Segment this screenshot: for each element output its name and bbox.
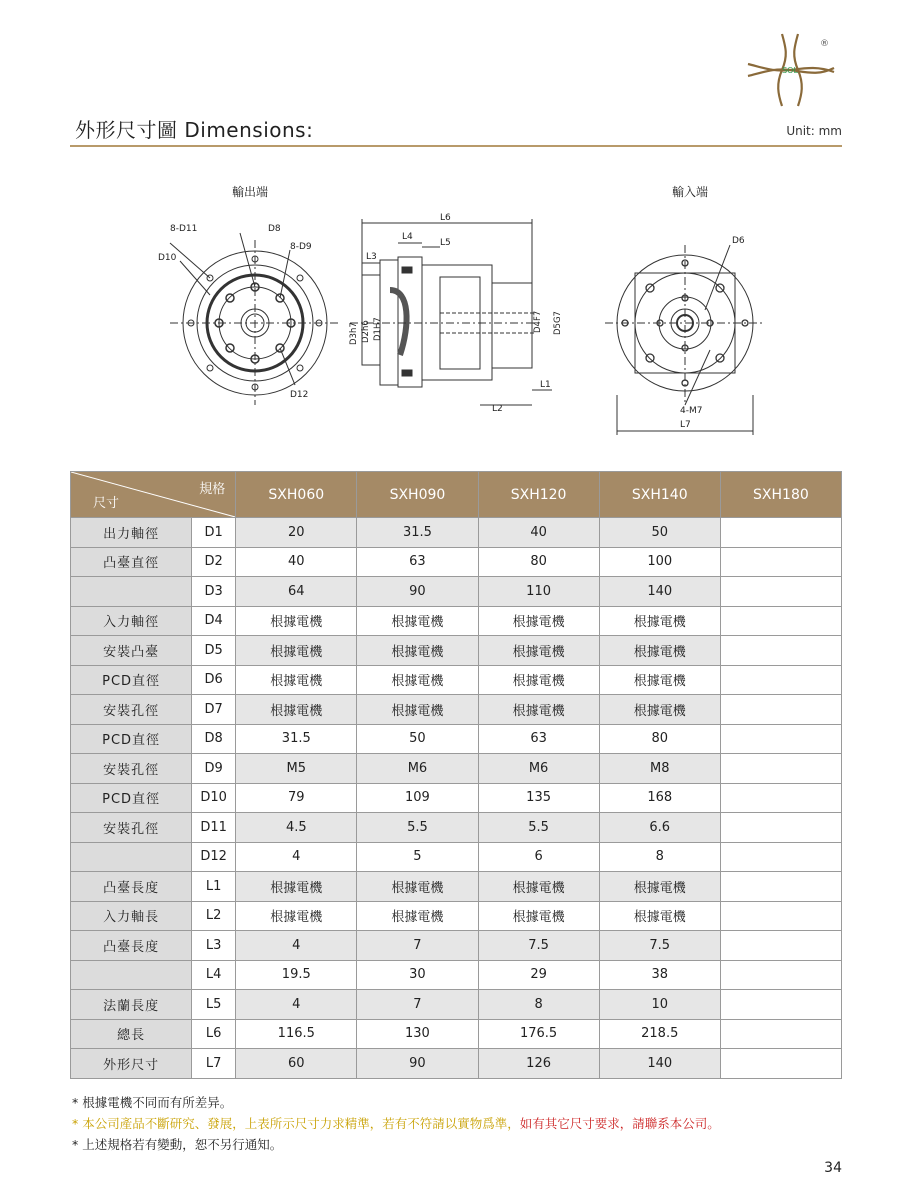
value-cell: 根據電機 xyxy=(599,872,720,902)
footnotes xyxy=(72,1092,720,1155)
value-cell xyxy=(720,901,841,931)
row-code-cell: D5 xyxy=(192,636,236,666)
value-cell xyxy=(720,518,841,548)
value-cell xyxy=(720,960,841,990)
model-header: SXH120 xyxy=(478,472,599,518)
row-name-cell: 凸臺長度 xyxy=(71,931,192,961)
page-number: 34 xyxy=(824,1160,842,1176)
value-cell xyxy=(720,754,841,784)
value-cell: 5.5 xyxy=(478,813,599,843)
table-row xyxy=(71,665,842,695)
value-cell xyxy=(720,547,841,577)
input-end-view xyxy=(605,236,765,435)
svg-text:L5: L5 xyxy=(440,238,451,248)
table-row xyxy=(71,960,842,990)
value-cell: M6 xyxy=(357,754,478,784)
table-row xyxy=(71,1049,842,1079)
svg-text:D12: D12 xyxy=(290,390,309,400)
svg-text:D4F7: D4F7 xyxy=(533,310,543,333)
value-cell: 126 xyxy=(478,1049,599,1079)
value-cell: 40 xyxy=(236,547,357,577)
model-header: SXH180 xyxy=(720,472,841,518)
table-body xyxy=(71,518,842,1079)
row-code-cell: D6 xyxy=(192,665,236,695)
value-cell: 根據電機 xyxy=(599,606,720,636)
value-cell: 60 xyxy=(236,1049,357,1079)
value-cell xyxy=(720,813,841,843)
row-code-cell: D3 xyxy=(192,577,236,607)
value-cell xyxy=(720,606,841,636)
value-cell: 31.5 xyxy=(236,724,357,754)
row-code-cell: D9 xyxy=(192,754,236,784)
row-code-cell: D4 xyxy=(192,606,236,636)
value-cell: 根據電機 xyxy=(357,636,478,666)
table-row xyxy=(71,990,842,1020)
svg-text:L6: L6 xyxy=(440,213,451,223)
value-cell: 80 xyxy=(599,724,720,754)
row-code-cell: L4 xyxy=(192,960,236,990)
row-name-cell: 安裝凸臺 xyxy=(71,636,192,666)
value-cell: 100 xyxy=(599,547,720,577)
row-name-cell: 入力軸徑 xyxy=(71,606,192,636)
svg-text:L3: L3 xyxy=(366,252,377,262)
row-code-cell: L6 xyxy=(192,1019,236,1049)
value-cell: 根據電機 xyxy=(478,695,599,725)
table-row xyxy=(71,872,842,902)
value-cell: 根據電機 xyxy=(599,665,720,695)
svg-text:D1H7: D1H7 xyxy=(373,317,383,341)
value-cell: 根據電機 xyxy=(236,636,357,666)
value-cell: M8 xyxy=(599,754,720,784)
value-cell: 根據電機 xyxy=(478,606,599,636)
row-code-cell: D8 xyxy=(192,724,236,754)
value-cell: M5 xyxy=(236,754,357,784)
table-row xyxy=(71,695,842,725)
value-cell xyxy=(720,842,841,872)
value-cell: 31.5 xyxy=(357,518,478,548)
value-cell: 7 xyxy=(357,990,478,1020)
value-cell: 根據電機 xyxy=(357,695,478,725)
unit-label: Unit: mm xyxy=(786,124,842,138)
value-cell xyxy=(720,1019,841,1049)
table-row xyxy=(71,754,842,784)
value-cell: 176.5 xyxy=(478,1019,599,1049)
row-name-cell xyxy=(71,960,192,990)
row-name-cell: 法蘭長度 xyxy=(71,990,192,1020)
svg-text:L1: L1 xyxy=(540,380,551,390)
table-row xyxy=(71,547,842,577)
dimension-drawings xyxy=(140,205,780,440)
row-name-cell: PCD直徑 xyxy=(71,724,192,754)
row-code-cell: D11 xyxy=(192,813,236,843)
value-cell: 50 xyxy=(599,518,720,548)
row-name-cell xyxy=(71,577,192,607)
svg-text:L4: L4 xyxy=(402,232,413,242)
footnote-2-highlight: 如有其它尺寸要求，請聯系本公司。 xyxy=(519,1116,720,1131)
value-cell: 135 xyxy=(478,783,599,813)
row-name-cell: PCD直徑 xyxy=(71,665,192,695)
value-cell: 63 xyxy=(357,547,478,577)
value-cell: 130 xyxy=(357,1019,478,1049)
row-code-cell: D12 xyxy=(192,842,236,872)
registered-mark: ® xyxy=(820,39,829,49)
table-row xyxy=(71,842,842,872)
value-cell: 4 xyxy=(236,931,357,961)
row-name-cell: 外形尺寸 xyxy=(71,1049,192,1079)
corner-dimension-label: 尺寸 xyxy=(93,496,120,511)
value-cell xyxy=(720,695,841,725)
value-cell xyxy=(720,931,841,961)
sol-logo xyxy=(742,30,842,110)
row-name-cell: 安裝孔徑 xyxy=(71,754,192,784)
value-cell: 4 xyxy=(236,842,357,872)
value-cell: 110 xyxy=(478,577,599,607)
value-cell: 根據電機 xyxy=(478,901,599,931)
value-cell xyxy=(720,783,841,813)
model-header: SXH140 xyxy=(599,472,720,518)
table-row xyxy=(71,577,842,607)
svg-text:D10: D10 xyxy=(158,253,177,263)
value-cell: 根據電機 xyxy=(478,636,599,666)
row-name-cell xyxy=(71,842,192,872)
value-cell: 5 xyxy=(357,842,478,872)
value-cell: 109 xyxy=(357,783,478,813)
value-cell: M6 xyxy=(478,754,599,784)
table-header-row xyxy=(71,472,842,518)
svg-text:8-D11: 8-D11 xyxy=(170,224,198,234)
value-cell: 140 xyxy=(599,577,720,607)
model-header: SXH090 xyxy=(357,472,478,518)
side-view xyxy=(349,213,563,414)
row-code-cell: L5 xyxy=(192,990,236,1020)
value-cell: 30 xyxy=(357,960,478,990)
value-cell: 8 xyxy=(478,990,599,1020)
svg-text:D8: D8 xyxy=(268,224,281,234)
row-name-cell: 總長 xyxy=(71,1019,192,1049)
value-cell: 10 xyxy=(599,990,720,1020)
row-code-cell: D10 xyxy=(192,783,236,813)
value-cell: 8 xyxy=(599,842,720,872)
value-cell: 29 xyxy=(478,960,599,990)
value-cell xyxy=(720,724,841,754)
logo-text: SOL xyxy=(782,66,798,75)
footnote-3: * 上述規格若有變動，恕不另行通知。 xyxy=(72,1137,283,1152)
footnote-2 xyxy=(72,1113,720,1134)
svg-text:L2: L2 xyxy=(492,404,503,414)
row-code-cell: L3 xyxy=(192,931,236,961)
value-cell: 4 xyxy=(236,990,357,1020)
value-cell: 根據電機 xyxy=(357,901,478,931)
value-cell xyxy=(720,577,841,607)
row-name-cell: 安裝孔徑 xyxy=(71,695,192,725)
svg-text:L7: L7 xyxy=(680,420,691,430)
table-row xyxy=(71,901,842,931)
row-name-cell: 凸臺直徑 xyxy=(71,547,192,577)
value-cell: 根據電機 xyxy=(236,901,357,931)
value-cell: 79 xyxy=(236,783,357,813)
table-row xyxy=(71,1019,842,1049)
row-name-cell: 安裝孔徑 xyxy=(71,813,192,843)
dimensions-table xyxy=(70,471,842,1079)
table-corner-cell xyxy=(71,472,236,518)
svg-text:D5G7: D5G7 xyxy=(553,311,563,335)
output-end-label: 輸出端 xyxy=(232,185,269,199)
model-header: SXH060 xyxy=(236,472,357,518)
row-name-cell: 出力軸徑 xyxy=(71,518,192,548)
footnote-2-text: * 本公司產品不斷研究、發展，上表所示尺寸力求精準，若有不符請以實物爲準， xyxy=(72,1116,520,1131)
row-code-cell: D7 xyxy=(192,695,236,725)
value-cell: 7.5 xyxy=(478,931,599,961)
value-cell xyxy=(720,872,841,902)
row-name-cell: 入力軸長 xyxy=(71,901,192,931)
value-cell: 根據電機 xyxy=(599,695,720,725)
input-end-label: 輸入端 xyxy=(672,185,709,199)
page-title: 外形尺寸圖 Dimensions: xyxy=(75,118,314,142)
row-name-cell: 凸臺長度 xyxy=(71,872,192,902)
value-cell: 40 xyxy=(478,518,599,548)
row-code-cell: D1 xyxy=(192,518,236,548)
value-cell: 7 xyxy=(357,931,478,961)
row-code-cell: D2 xyxy=(192,547,236,577)
svg-text:D2h6: D2h6 xyxy=(361,320,371,343)
value-cell: 218.5 xyxy=(599,1019,720,1049)
value-cell xyxy=(720,636,841,666)
value-cell: 168 xyxy=(599,783,720,813)
value-cell: 140 xyxy=(599,1049,720,1079)
svg-text:4-M7: 4-M7 xyxy=(680,406,703,416)
value-cell: 6 xyxy=(478,842,599,872)
value-cell: 根據電機 xyxy=(357,665,478,695)
row-code-cell: L1 xyxy=(192,872,236,902)
value-cell: 63 xyxy=(478,724,599,754)
title-divider xyxy=(70,145,842,147)
value-cell: 6.6 xyxy=(599,813,720,843)
value-cell: 116.5 xyxy=(236,1019,357,1049)
value-cell xyxy=(720,1049,841,1079)
value-cell: 根據電機 xyxy=(599,901,720,931)
value-cell: 根據電機 xyxy=(236,606,357,636)
table-row xyxy=(71,783,842,813)
value-cell xyxy=(720,665,841,695)
value-cell: 4.5 xyxy=(236,813,357,843)
table-row xyxy=(71,931,842,961)
table-row xyxy=(71,724,842,754)
value-cell: 根據電機 xyxy=(357,606,478,636)
value-cell: 根據電機 xyxy=(478,872,599,902)
row-code-cell: L7 xyxy=(192,1049,236,1079)
table-row xyxy=(71,606,842,636)
corner-spec-label: 規格 xyxy=(199,482,226,497)
value-cell: 90 xyxy=(357,1049,478,1079)
value-cell: 根據電機 xyxy=(599,636,720,666)
value-cell: 根據電機 xyxy=(236,872,357,902)
svg-text:D3h7: D3h7 xyxy=(349,322,359,345)
value-cell: 50 xyxy=(357,724,478,754)
row-code-cell: L2 xyxy=(192,901,236,931)
output-end-view xyxy=(158,224,340,405)
value-cell: 根據電機 xyxy=(357,872,478,902)
value-cell: 20 xyxy=(236,518,357,548)
table-row xyxy=(71,813,842,843)
value-cell: 80 xyxy=(478,547,599,577)
svg-text:D6: D6 xyxy=(732,236,745,246)
value-cell: 90 xyxy=(357,577,478,607)
table-row xyxy=(71,518,842,548)
value-cell: 5.5 xyxy=(357,813,478,843)
value-cell: 64 xyxy=(236,577,357,607)
value-cell: 7.5 xyxy=(599,931,720,961)
table-row xyxy=(71,636,842,666)
value-cell: 19.5 xyxy=(236,960,357,990)
row-name-cell: PCD直徑 xyxy=(71,783,192,813)
value-cell: 根據電機 xyxy=(236,695,357,725)
value-cell: 根據電機 xyxy=(236,665,357,695)
footnote-1: * 根據電機不同而有所差异。 xyxy=(72,1095,233,1110)
svg-text:8-D9: 8-D9 xyxy=(290,242,312,252)
value-cell xyxy=(720,990,841,1020)
value-cell: 38 xyxy=(599,960,720,990)
value-cell: 根據電機 xyxy=(478,665,599,695)
